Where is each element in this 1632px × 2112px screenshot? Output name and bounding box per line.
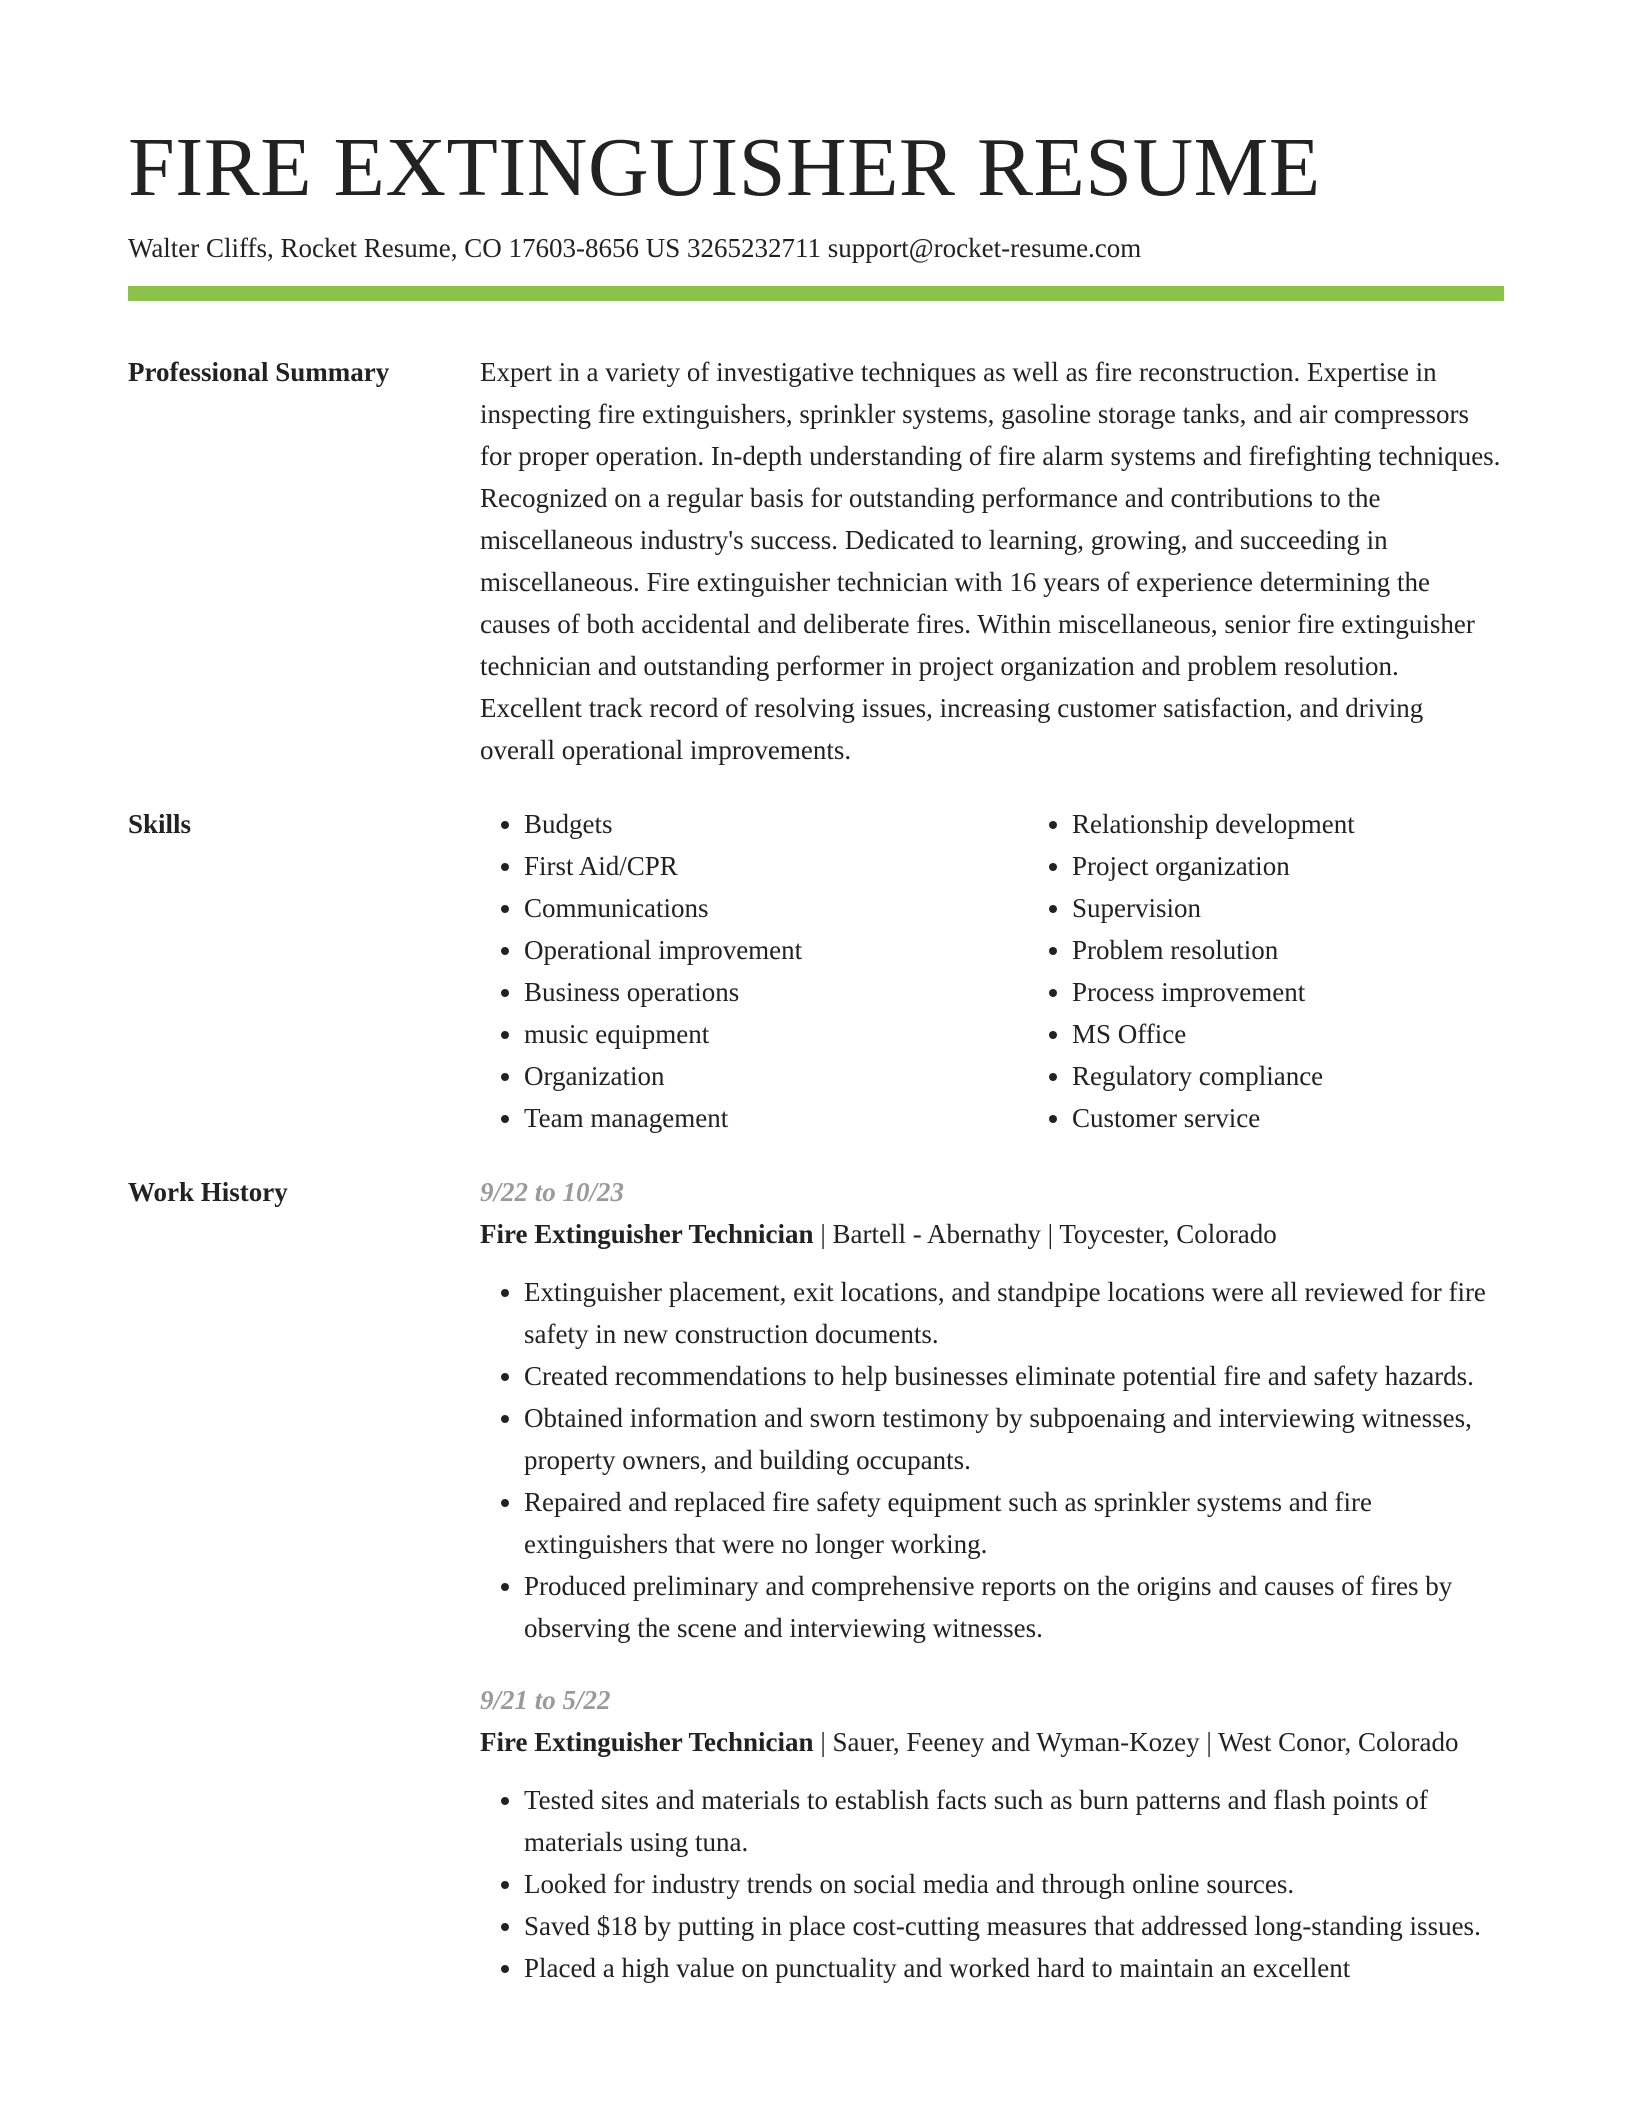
job-title: Fire Extinguisher Technician <box>480 1219 814 1249</box>
skills-list-left <box>480 803 1028 1139</box>
skill-item: • Operational improvement <box>524 929 1028 971</box>
skill-item: • Organization <box>524 1055 1028 1097</box>
skill-item: • Relationship development <box>1072 803 1576 845</box>
job-company-location: | Sauer, Feeney and Wyman-Kozey | West Conor, Colorado <box>813 1727 1459 1757</box>
job-bullet: • Extinguisher placement, exit locations, and standpipe locations were all reviewed for fire safety in new construction documents. <box>524 1271 1504 1355</box>
job-heading <box>480 1721 1504 1763</box>
job-bullet: • Saved $18 by putting in place cost-cutting measures that addressed long-standing issues. <box>524 1905 1504 1947</box>
job-bullet: • Produced preliminary and comprehensive reports on the origins and causes of fires by observing the scene and interviewing witnesses. <box>524 1565 1504 1649</box>
job-bullet: • Repaired and replaced fire safety equipment such as sprinkler systems and fire extinguishers that were no longer working. <box>524 1481 1504 1565</box>
accent-divider <box>128 286 1504 301</box>
job-bullet: • Obtained information and sworn testimony by subpoenaing and interviewing witnesses, property owners, and building occupants. <box>524 1397 1504 1481</box>
skill-item: • music equipment <box>524 1013 1028 1055</box>
skill-item: • Communications <box>524 887 1028 929</box>
job-bullets <box>480 1779 1504 1989</box>
job-bullet: • Placed a high value on punctuality and worked hard to maintain an excellent <box>524 1947 1504 1989</box>
job-title: Fire Extinguisher Technician <box>480 1727 814 1757</box>
job-entry <box>480 1171 1504 1649</box>
skill-item: • Business operations <box>524 971 1028 1013</box>
section-label-work: Work History <box>128 1177 288 1207</box>
job-bullets <box>480 1271 1504 1649</box>
skill-item: • Budgets <box>524 803 1028 845</box>
job-date: 9/21 to 5/22 <box>480 1685 611 1715</box>
summary-text: Expert in a variety of investigative techniques as well as fire reconstruction. Expertise in inspecting fire extinguishers, sprinkler systems, gasoline storage tanks, and air compressors for proper operation. In-depth understanding of fire alarm systems and firefighting techniques. Recognized on a regular basis for outstanding performance and contributions to the miscellaneous industry's success. Dedicated to learning, growing, and succeeding in miscellaneous. Fire extinguisher technician with 16 years of experience determining the causes of both accidental and deliberate fires. Within miscellaneous, senior fire extinguisher technician and outstanding performer in project organization and problem resolution. Excellent track record of resolving issues, increasing customer satisfaction, and driving overall operational improvements. <box>480 357 1501 765</box>
skill-item: • Team management <box>524 1097 1028 1139</box>
skill-item: • Project organization <box>1072 845 1576 887</box>
skill-item: • First Aid/CPR <box>524 845 1028 887</box>
skill-item: • Regulatory compliance <box>1072 1055 1576 1097</box>
work-history-section <box>128 1171 1504 1989</box>
job-bullet: • Looked for industry trends on social media and through online sources. <box>524 1863 1504 1905</box>
job-bullet: • Tested sites and materials to establish facts such as burn patterns and flash points of materials using tuna. <box>524 1779 1504 1863</box>
job-company-location: | Bartell - Abernathy | Toycester, Colorado <box>813 1219 1277 1249</box>
skill-item: • Supervision <box>1072 887 1576 929</box>
skill-item: • Process improvement <box>1072 971 1576 1013</box>
skill-item: • MS Office <box>1072 1013 1576 1055</box>
job-entry <box>480 1679 1504 1989</box>
job-date: 9/22 to 10/23 <box>480 1177 625 1207</box>
skills-list-right <box>1028 803 1576 1139</box>
professional-summary-section <box>128 351 1504 771</box>
job-heading <box>480 1213 1504 1255</box>
skills-columns <box>480 803 1576 1139</box>
work-history-body <box>480 1171 1504 1989</box>
resume-page <box>128 118 1504 1989</box>
section-label-skills: Skills <box>128 809 192 839</box>
section-label-summary: Professional Summary <box>128 357 390 387</box>
resume-title: FIRE EXTINGUISHER RESUME <box>128 121 1321 214</box>
skill-item: • Problem resolution <box>1072 929 1576 971</box>
skill-item: • Customer service <box>1072 1097 1576 1139</box>
contact-line: Walter Cliffs, Rocket Resume, CO 17603-8656 US 3265232711 support@rocket-resume.com <box>128 233 1142 263</box>
skills-section <box>128 803 1504 1139</box>
job-bullet: • Created recommendations to help businesses eliminate potential fire and safety hazards. <box>524 1355 1504 1397</box>
